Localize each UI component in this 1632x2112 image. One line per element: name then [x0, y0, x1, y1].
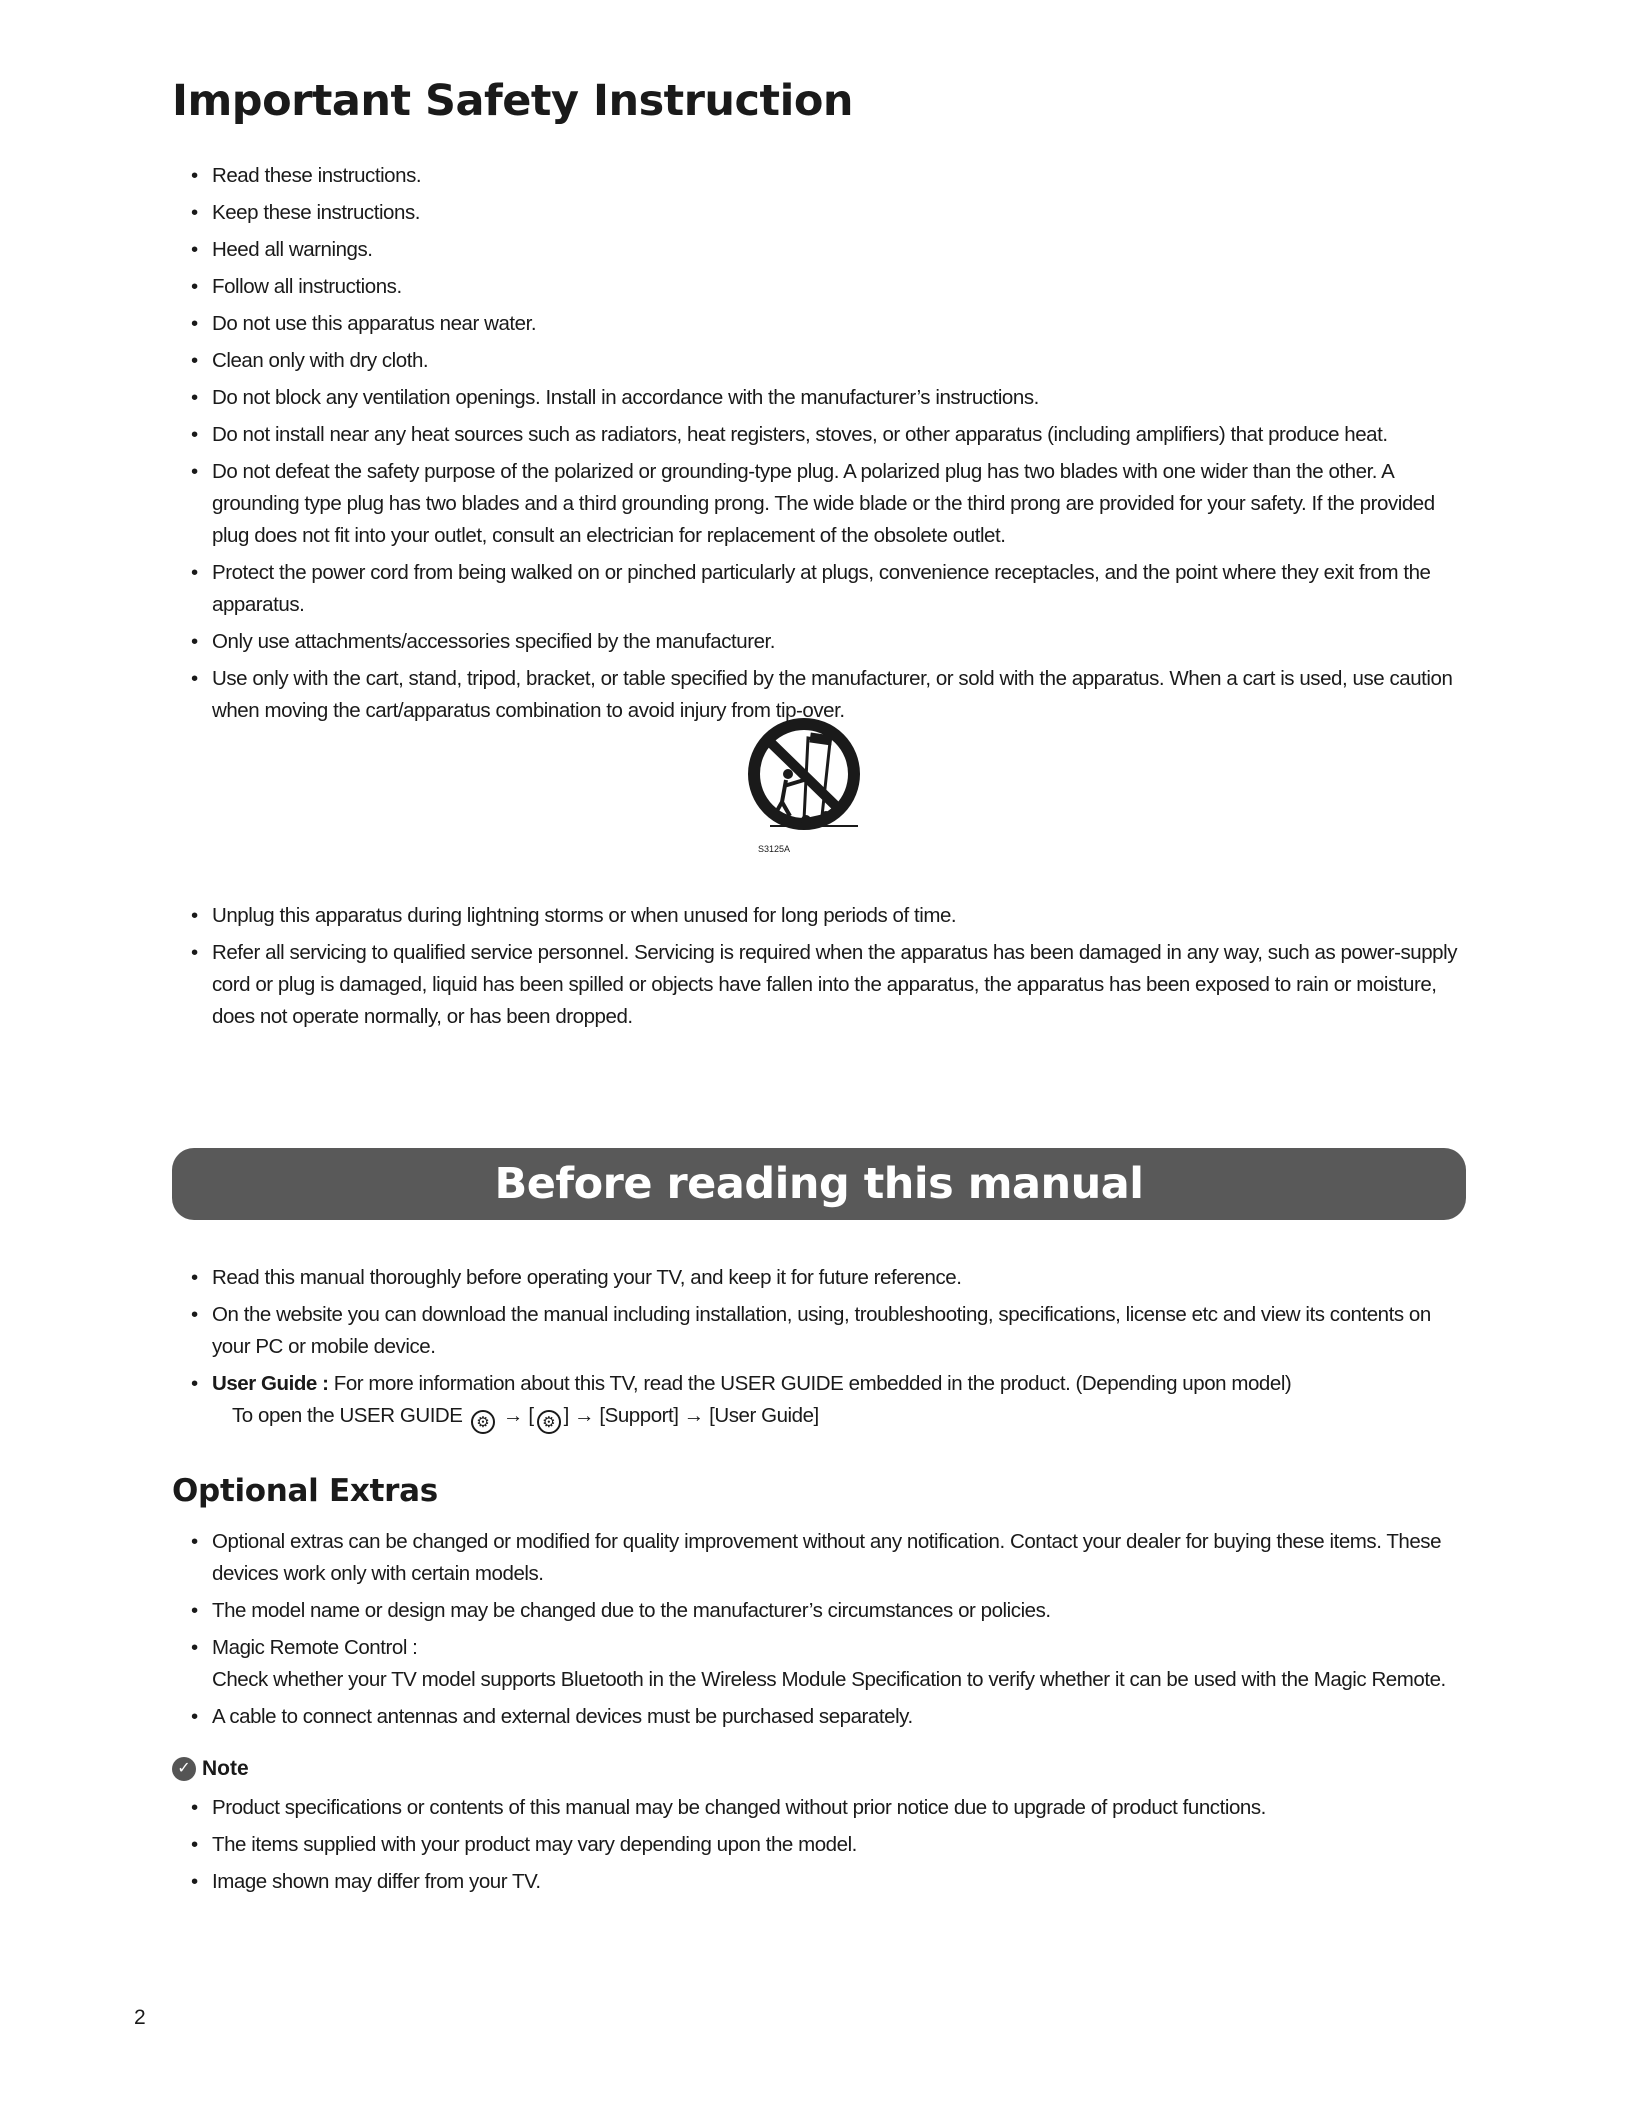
- list-item: • Do not use this apparatus near water.: [172, 308, 1472, 340]
- path-arrow: →: [574, 1404, 595, 1427]
- list-item: • Heed all warnings.: [172, 234, 1472, 266]
- list-item: • Read this manual thoroughly before operating your TV, and keep it for future reference.: [172, 1262, 1472, 1294]
- user-guide-path: [212, 1400, 1472, 1434]
- section-banner-title: Before reading this manual: [494, 1159, 1144, 1209]
- user-guide-menu-label: [User Guide]: [709, 1404, 819, 1427]
- list-item-user-guide: [172, 1368, 1472, 1434]
- list-item: • Only use attachments/accessories specified by the manufacturer.: [172, 626, 1472, 658]
- before-reading-list: [172, 1262, 1472, 1439]
- all-settings-icon: ⚙: [537, 1410, 561, 1434]
- list-item: • Follow all instructions.: [172, 271, 1472, 303]
- list-item: • A cable to connect antennas and external devices must be purchased separately.: [172, 1701, 1472, 1733]
- safety-instructions-list-continued: [172, 900, 1472, 1038]
- cart-warning-figure: [746, 716, 866, 854]
- path-arrow: →: [503, 1404, 524, 1427]
- list-item: • Product specifications or contents of this manual may be changed without prior notice due to upgrade of product functions.: [172, 1792, 1472, 1824]
- page-title: Important Safety Instruction: [172, 76, 853, 126]
- list-item: • Do not defeat the safety purpose of the polarized or grounding-type plug. A polarized plug has two blades with one wider than the other. A grounding type plug has two blades and a third grounding prong. The wide blade or the third prong are provided for your safety. If the provided plug does not fit into your outlet, consult an electrician for replacement of the obsolete outlet.: [172, 456, 1472, 552]
- path-arrow: →: [683, 1404, 704, 1427]
- note-list: [172, 1792, 1472, 1903]
- user-guide-label: User Guide :: [212, 1372, 329, 1395]
- magic-remote-text: Check whether your TV model supports Bluetooth in the Wireless Module Specification to verify whether it can be used with the Magic Remote.: [212, 1668, 1446, 1691]
- settings-button-icon: ⚙: [471, 1410, 495, 1434]
- list-item: • Unplug this apparatus during lightning storms or when unused for long periods of time.: [172, 900, 1472, 932]
- user-guide-text: For more information about this TV, read the USER GUIDE embedded in the product. (Depending upon model): [328, 1372, 1292, 1395]
- optional-extras-list: [172, 1526, 1472, 1738]
- list-item: • The items supplied with your product may vary depending upon the model.: [172, 1829, 1472, 1861]
- check-circle-icon: ✓: [172, 1757, 196, 1781]
- list-item: • Keep these instructions.: [172, 197, 1472, 229]
- user-guide-open-prefix: To open the USER GUIDE: [232, 1404, 463, 1427]
- section-banner: [172, 1148, 1466, 1220]
- list-item: • Image shown may differ from your TV.: [172, 1866, 1472, 1898]
- optional-extras-heading: Optional Extras: [172, 1473, 438, 1509]
- list-item: • Optional extras can be changed or modified for quality improvement without any notification. Contact your dealer for buying these items. These devices work only with certain models.: [172, 1526, 1472, 1590]
- cart-tip-over-warning-icon: [746, 716, 866, 846]
- magic-remote-heading: Magic Remote Control :: [212, 1636, 418, 1659]
- list-item-magic-remote: [172, 1632, 1472, 1696]
- list-item: • Clean only with dry cloth.: [172, 345, 1472, 377]
- list-item: • Do not block any ventilation openings. Install in accordance with the manufacturer’s instructions.: [172, 382, 1472, 414]
- page-number: 2: [134, 2006, 146, 2029]
- list-item: • Use only with the cart, stand, tripod, bracket, or table specified by the manufacturer, or sold with the apparatus. When a cart is used, use caution when moving the cart/apparatus combination to avoid injury from tip-over.: [172, 663, 1472, 727]
- cart-figure-code: S3125A: [758, 844, 791, 854]
- list-item: • Read these instructions.: [172, 160, 1472, 192]
- list-item: • The model name or design may be changed due to the manufacturer’s circumstances or policies.: [172, 1595, 1472, 1627]
- note-heading: [172, 1757, 249, 1781]
- list-item: • Do not install near any heat sources such as radiators, heat registers, stoves, or other apparatus (including amplifiers) that produce heat.: [172, 419, 1472, 451]
- safety-instructions-list: [172, 160, 1472, 732]
- bracket-close: ]: [563, 1404, 569, 1427]
- list-item: • Protect the power cord from being walked on or pinched particularly at plugs, convenience receptacles, and the point where they exit from the apparatus.: [172, 557, 1472, 621]
- list-item: • Refer all servicing to qualified service personnel. Servicing is required when the apparatus has been damaged in any way, such as power-supply cord or plug is damaged, liquid has been spilled or objects have fallen into the apparatus, the apparatus has been exposed to rain or moisture, does not operate normally, or has been dropped.: [172, 937, 1472, 1033]
- note-label: Note: [202, 1757, 249, 1780]
- list-item: • On the website you can download the manual including installation, using, troubleshooting, specifications, license etc and view its contents on your PC or mobile device.: [172, 1299, 1472, 1363]
- support-menu-label: [Support]: [599, 1404, 679, 1427]
- bracket-open: [: [528, 1404, 534, 1427]
